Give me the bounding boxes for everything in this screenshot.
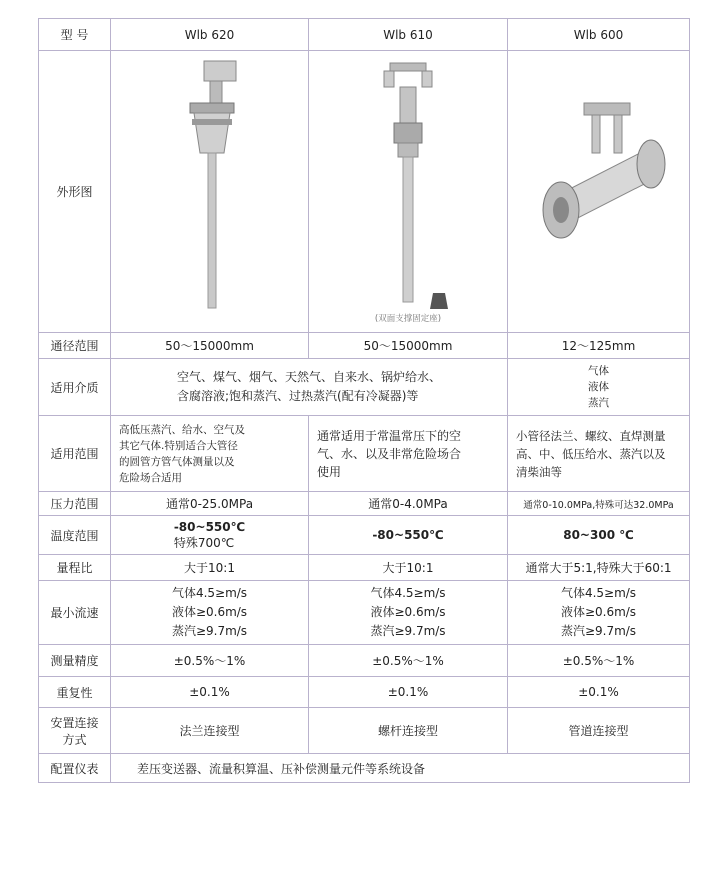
- label-scope: 适用范围: [39, 416, 111, 492]
- min-velocity-610: [309, 581, 508, 645]
- flowmeter-600-image: [524, 57, 674, 327]
- accuracy-620: ±0.5%～1%: [111, 645, 309, 677]
- label-min-velocity: 最小流速: [39, 581, 111, 645]
- model-wlb610: Wlb 610: [309, 19, 508, 51]
- turndown-610: 大于10:1: [309, 555, 508, 581]
- scope-610-line-3: 使用: [317, 464, 342, 479]
- velocity-liquid: 液体≥0.6m/s: [370, 605, 446, 619]
- label-turndown: 量程比: [39, 555, 111, 581]
- repeatability-620: ±0.1%: [111, 677, 309, 708]
- row-repeatability: [39, 677, 690, 708]
- row-model: [39, 19, 690, 51]
- image-wlb620: [111, 51, 309, 333]
- instruments-text: 差压变送器、流量积算温、压补偿测量元件等系统设备: [111, 754, 690, 783]
- repeatability-610: ±0.1%: [309, 677, 508, 708]
- min-velocity-600: [508, 581, 690, 645]
- diameter-620: 50～15000mm: [111, 333, 309, 359]
- pressure-620: 通常0-25.0MPa: [111, 492, 309, 516]
- velocity-gas: 气体4.5≥m/s: [171, 586, 248, 600]
- repeatability-600: ±0.1%: [508, 677, 690, 708]
- row-pressure: [39, 492, 690, 516]
- pressure-600: 通常0-10.0MPa,特殊可达32.0MPa: [508, 492, 690, 516]
- row-instruments: [39, 754, 690, 783]
- scope-600-line-2: 高、中、低压给水、蒸汽以及: [516, 446, 666, 461]
- scope-610-line-2: 气、水、以及非常危险场合: [317, 446, 462, 461]
- label-accuracy: 测量精度: [39, 645, 111, 677]
- temperature-620-special: 特殊700℃: [173, 536, 235, 550]
- accuracy-610: ±0.5%～1%: [309, 645, 508, 677]
- flowmeter-620-image: [150, 57, 270, 327]
- label-pressure: 压力范围: [39, 492, 111, 516]
- pressure-610: 通常0-4.0MPa: [309, 492, 508, 516]
- label-diameter: 通径范围: [39, 333, 111, 359]
- medium-line-2: 含腐溶液;饱和蒸汽、过热蒸汽(配有冷凝器)等: [176, 389, 419, 403]
- scope-600-line-1: 小管径法兰、螺纹、直焊测量: [516, 428, 666, 443]
- connection-610: 螺杆连接型: [309, 708, 508, 754]
- image-wlb610: [309, 51, 508, 333]
- scope-620-line-1: 高低压蒸汽、给水、空气及: [119, 423, 245, 436]
- temperature-600: 80~300 ℃: [508, 516, 690, 555]
- model-wlb600: Wlb 600: [508, 19, 690, 51]
- label-model: 型 号: [39, 19, 111, 51]
- diameter-610: 50～15000mm: [309, 333, 508, 359]
- label-connection-line-2: 方式: [62, 732, 87, 747]
- scope-620-line-4: 危险场合适用: [119, 471, 182, 484]
- medium-620-610: [111, 359, 508, 416]
- velocity-gas: 气体4.5≥m/s: [560, 586, 637, 600]
- label-connection-line-1: 安置连接: [50, 715, 99, 730]
- diameter-600: 12～125mm: [508, 333, 690, 359]
- row-temperature: [39, 516, 690, 555]
- velocity-liquid: 液体≥0.6m/s: [560, 605, 637, 619]
- scope-600-line-3: 清柴油等: [516, 464, 562, 479]
- label-instruments: 配置仪表: [39, 754, 111, 783]
- row-connection: [39, 708, 690, 754]
- label-medium: 适用介质: [39, 359, 111, 416]
- row-diameter: [39, 333, 690, 359]
- velocity-gas: 气体4.5≥m/s: [370, 586, 446, 600]
- scope-620-line-3: 的圆管方管气体测量以及: [119, 455, 235, 468]
- row-min-velocity: [39, 581, 690, 645]
- row-shape: [39, 51, 690, 333]
- connection-600: 管道连接型: [508, 708, 690, 754]
- temperature-620: [111, 516, 309, 555]
- scope-610: [309, 416, 508, 492]
- connection-620: 法兰连接型: [111, 708, 309, 754]
- scope-620: [111, 416, 309, 492]
- model-wlb620: Wlb 620: [111, 19, 309, 51]
- label-connection: [39, 708, 111, 754]
- velocity-steam: 蒸汽≥9.7m/s: [370, 624, 446, 638]
- medium-600-gas: 气体: [588, 365, 609, 377]
- scope-610-line-1: 通常适用于常温常压下的空: [317, 428, 462, 443]
- label-repeatability: 重复性: [39, 677, 111, 708]
- velocity-liquid: 液体≥0.6m/s: [171, 605, 248, 619]
- label-shape: 外形图: [39, 51, 111, 333]
- row-scope: [39, 416, 690, 492]
- velocity-steam: 蒸汽≥9.7m/s: [171, 624, 248, 638]
- turndown-620: 大于10:1: [111, 555, 309, 581]
- image-wlb600: [508, 51, 690, 333]
- row-turndown: [39, 555, 690, 581]
- scope-600: [508, 416, 690, 492]
- scope-620-line-2: 其它气体.特别适合大管径: [119, 439, 238, 452]
- row-accuracy: [39, 645, 690, 677]
- velocity-steam: 蒸汽≥9.7m/s: [560, 624, 637, 638]
- temperature-610: -80~550℃: [309, 516, 508, 555]
- row-medium: [39, 359, 690, 416]
- mounting-caption: (双面支撑固定座): [374, 313, 442, 324]
- min-velocity-620: [111, 581, 309, 645]
- medium-600-steam: 蒸汽: [588, 397, 609, 409]
- temperature-620-range: -80~550℃: [173, 520, 246, 534]
- medium-line-1: 空气、煤气、烟气、天然气、自来水、锅炉给水、: [176, 370, 441, 384]
- medium-600: [508, 359, 690, 416]
- label-temperature: 温度范围: [39, 516, 111, 555]
- turndown-600: 通常大于5:1,特殊大于60:1: [508, 555, 690, 581]
- medium-600-liquid: 液体: [588, 381, 609, 393]
- spec-table: [38, 18, 690, 783]
- flowmeter-610-image: [338, 57, 478, 327]
- accuracy-600: ±0.5%～1%: [508, 645, 690, 677]
